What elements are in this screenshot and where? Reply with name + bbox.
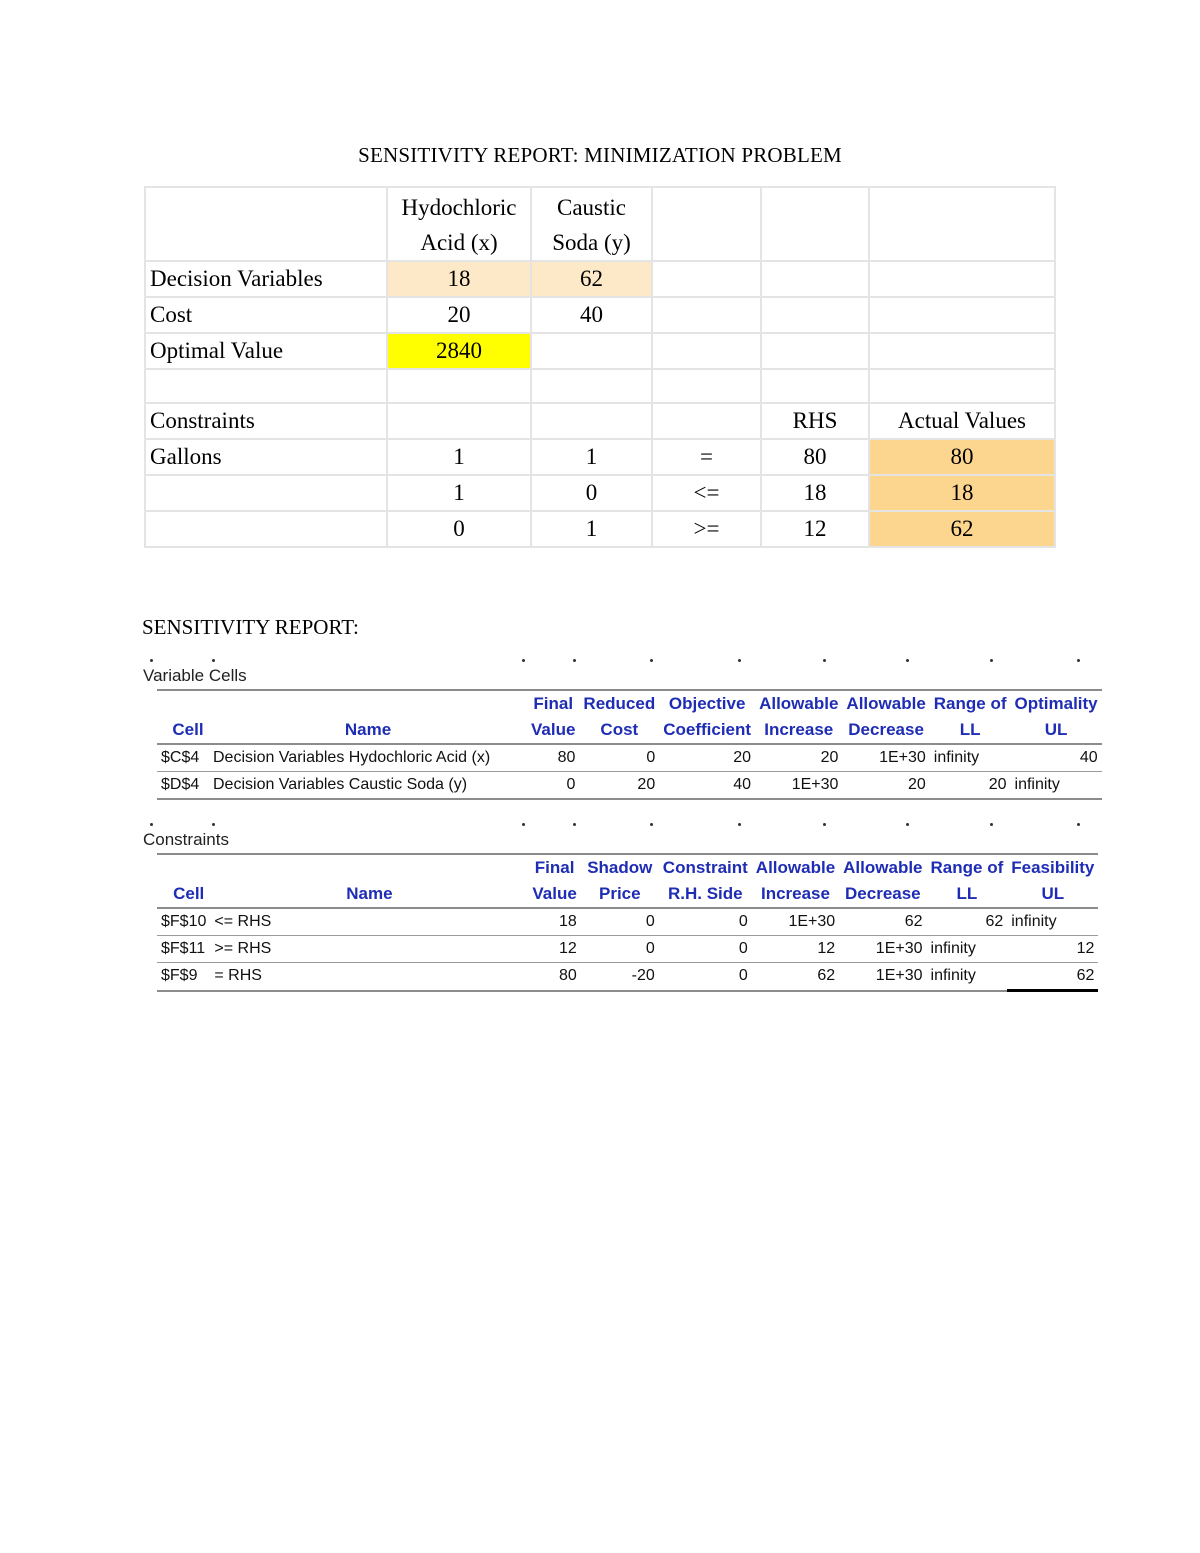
decision-y-value: 62 (531, 261, 652, 297)
cost-row (145, 297, 1055, 333)
optimal-value-cell: 2840 (387, 333, 531, 369)
dot-markers (150, 659, 1085, 665)
variable-cells-label: Variable Cells (143, 666, 247, 685)
table-row: $F$11 >= RHS 12 0 0 12 1E+30 infinity 12 (157, 936, 1098, 963)
row-label: Optimal Value (145, 333, 387, 369)
decision-x-value: 18 (387, 261, 531, 297)
header-caustic-soda: Caustic Soda (y) (531, 187, 652, 261)
cost-x-value: 20 (387, 297, 531, 333)
constraint-sign: = (652, 439, 761, 475)
header-row: Final Reduced Objective Allowable Allowable Range of Optimality (157, 690, 1102, 717)
decision-variables-row (145, 261, 1055, 297)
header-hydrochloric-acid: Hydochloric Acid (x) (387, 187, 531, 261)
constraints-label: Constraints (143, 830, 229, 849)
header-row: Cell Name Value Cost Coefficient Increase Decrease LL UL (157, 717, 1102, 744)
row-label: Cost (145, 297, 387, 333)
page-title: SENSITIVITY REPORT: MINIMIZATION PROBLEM (358, 143, 842, 167)
table-row: $D$4 Decision Variables Caustic Soda (y) 0 20 40 1E+30 20 20 infinity (157, 772, 1102, 800)
table-row: $F$9 = RHS 80 -20 0 62 1E+30 infinity 62 (157, 963, 1098, 991)
actual-value-cell: 62 (869, 511, 1055, 547)
cost-y-value: 40 (531, 297, 652, 333)
sheet-corner-cell (145, 187, 387, 261)
actual-values-header: Actual Values (869, 403, 1055, 439)
row-label: Constraints (145, 403, 387, 439)
sheet-header-row (145, 187, 1055, 261)
lp-model-sheet (144, 186, 1056, 548)
row-label: Decision Variables (145, 261, 387, 297)
report-title: SENSITIVITY REPORT: (142, 615, 359, 639)
row-label (145, 475, 387, 511)
constraint-row: 0 1 >= 12 62 (145, 511, 1055, 547)
row-label (145, 511, 387, 547)
actual-value-cell: 18 (869, 475, 1055, 511)
header-row: Final Shadow Constraint Allowable Allowable Range of Feasibility (157, 854, 1098, 881)
constraint-sign: <= (652, 475, 761, 511)
header-row: Cell Name Value Price R.H. Side Increase Decrease LL UL (157, 881, 1098, 908)
dot-markers (150, 823, 1085, 829)
constraint-row: 1 0 <= 18 18 (145, 475, 1055, 511)
row-label: Gallons (145, 439, 387, 475)
constraint-sign: >= (652, 511, 761, 547)
table-row: $C$4 Decision Variables Hydochloric Acid (x) 80 0 20 20 1E+30 infinity 40 (157, 744, 1102, 772)
constraints-header-row (145, 403, 1055, 439)
optimal-value-row (145, 333, 1055, 369)
constraints-table (157, 853, 1098, 992)
rhs-header: RHS (761, 403, 869, 439)
actual-value-cell: 80 (869, 439, 1055, 475)
variable-cells-table (157, 689, 1102, 800)
table-row: $F$10 <= RHS 18 0 0 1E+30 62 62 infinity (157, 908, 1098, 936)
empty-row (145, 369, 1055, 403)
constraint-row: Gallons 1 1 = 80 80 (145, 439, 1055, 475)
